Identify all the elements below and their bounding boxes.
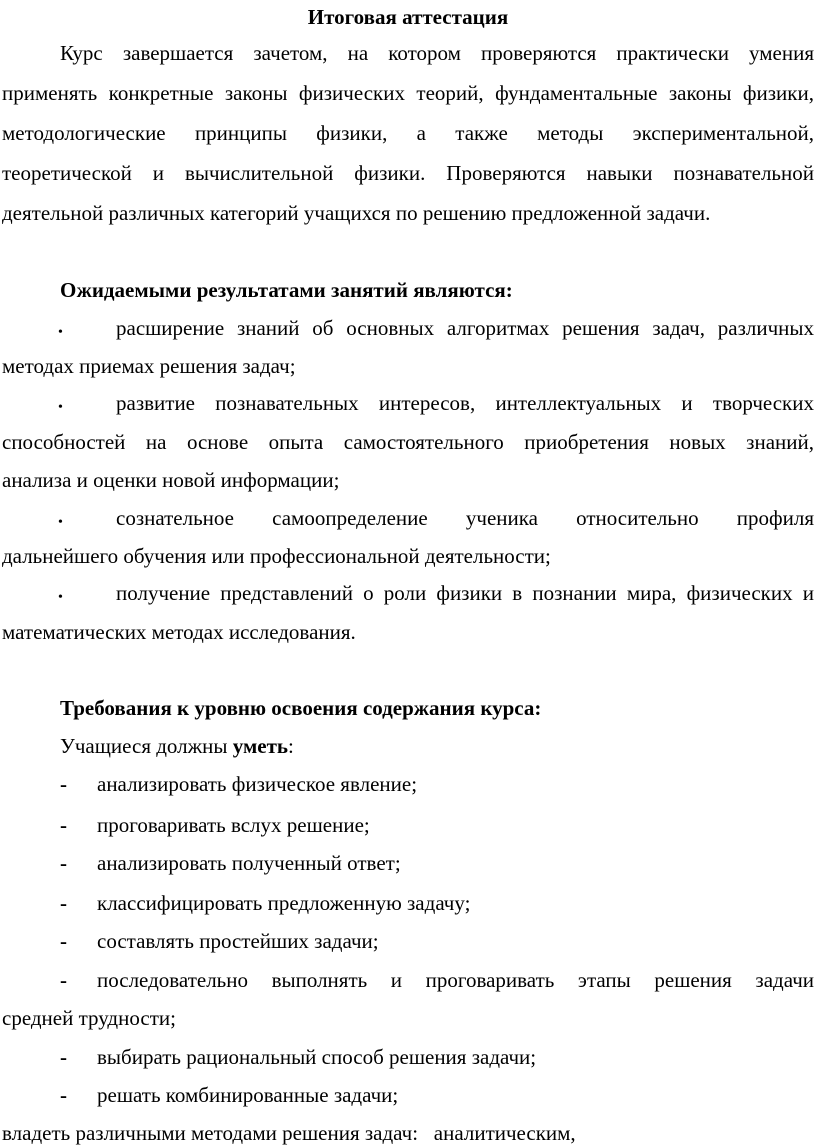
- requirement-item: составлять простейших задачи;: [97, 929, 379, 953]
- results-item-cont: дальнейшего обучения или профессиональной деятельности;: [2, 544, 551, 568]
- requirement-item: последовательно выполнять и проговаривать этапы решения задачи: [97, 968, 814, 992]
- requirements-heading: Требования к уровню освоения содержания курса:: [60, 696, 542, 720]
- intro-line: методологические принципы физики, а также методы экспериментальной,: [2, 121, 814, 145]
- results-item-cont: способностей на основе опыта самостоятельного приобретения новых знаний,: [2, 430, 814, 454]
- requirement-item: выбирать рациональный способ решения задачи;: [97, 1045, 537, 1069]
- dash-icon: -: [60, 968, 67, 992]
- requirement-item-cont: средней трудности;: [2, 1006, 176, 1030]
- results-item-cont: методах приемах решения задач;: [2, 354, 296, 378]
- requirements-lead-prefix: Учащиеся должны: [60, 734, 233, 758]
- requirement-item: классифицировать предложенную задачу;: [97, 891, 471, 915]
- dash-icon: -: [60, 891, 67, 915]
- results-item-cont: математических методах исследования.: [2, 620, 356, 644]
- requirement-item: проговаривать вслух решение;: [97, 813, 370, 837]
- page-title: Итоговая аттестация: [307, 5, 509, 29]
- requirements-lead-suffix: :: [288, 734, 294, 758]
- dash-icon: -: [60, 813, 67, 837]
- intro-line: Курс завершается зачетом, на котором проверяются практически умения: [60, 41, 814, 65]
- requirement-item: анализировать физическое явление;: [97, 772, 418, 796]
- intro-line: применять конкретные законы физических теорий, фундаментальные законы физики,: [2, 81, 814, 105]
- requirement-item: решать комбинированные задачи;: [97, 1083, 399, 1107]
- dash-icon: -: [60, 1083, 67, 1107]
- bullet-icon: •: [58, 400, 63, 415]
- requirements-last-line: владеть различными методами решения задач: аналитическим,: [2, 1121, 576, 1145]
- intro-line: теоретической и вычислительной физики. Проверяются навыки познавательной: [2, 161, 814, 185]
- bullet-icon: •: [58, 515, 63, 530]
- dash-icon: -: [60, 772, 67, 796]
- dash-icon: -: [60, 929, 67, 953]
- results-item: получение представлений о роли физики в познании мира, физических и: [116, 581, 814, 605]
- bullet-icon: •: [58, 590, 63, 605]
- bullet-icon: •: [58, 325, 63, 340]
- intro-line: деятельной различных категорий учащихся по решению предложенной задачи.: [2, 201, 711, 225]
- results-heading: Ожидаемыми результатами занятий являются:: [60, 278, 513, 302]
- dash-icon: -: [60, 1045, 67, 1069]
- dash-icon: -: [60, 851, 67, 875]
- requirement-item: анализировать полученный ответ;: [97, 851, 401, 875]
- requirements-lead: [60, 731, 814, 761]
- results-item-cont: анализа и оценки новой информации;: [2, 468, 340, 492]
- requirements-lead-bold: уметь: [232, 734, 289, 758]
- results-item: сознательное самоопределение ученика относительно профиля: [116, 506, 814, 530]
- results-item: расширение знаний об основных алгоритмах решения задач, различных: [116, 316, 814, 340]
- results-item: развитие познавательных интересов, интеллектуальных и творческих: [116, 391, 814, 415]
